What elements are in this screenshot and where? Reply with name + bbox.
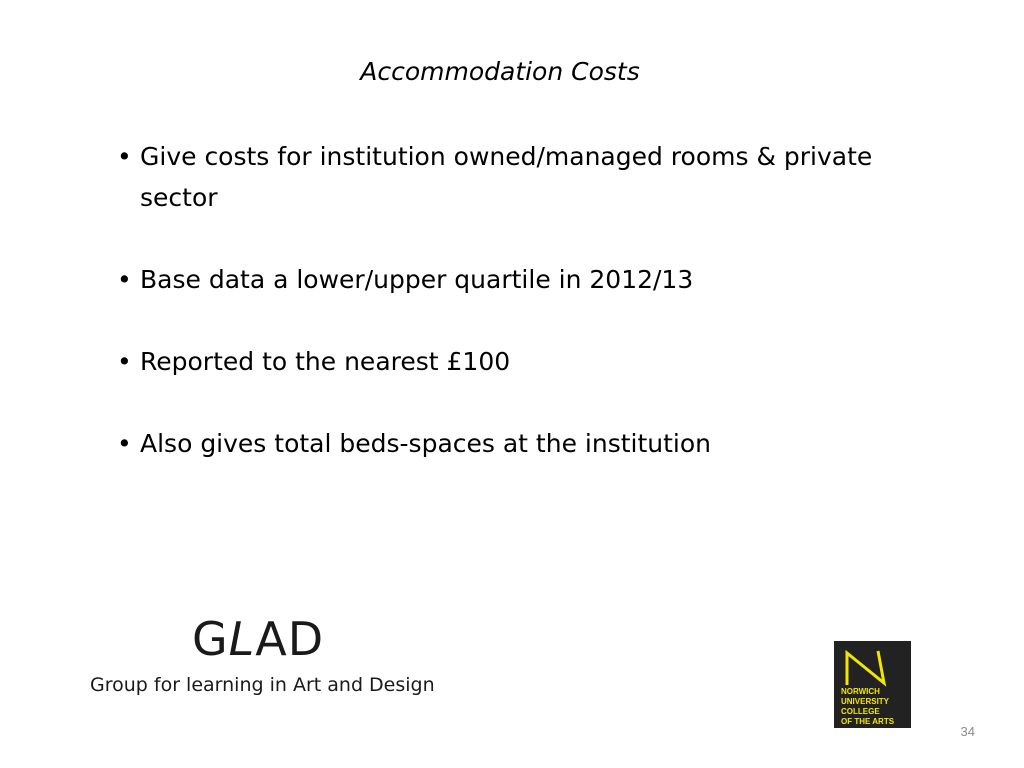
- bullet-text: Base data a lower/upper quartile in 2012/13: [140, 265, 694, 294]
- bullet-marker: •: [117, 347, 132, 376]
- bullet-marker: •: [117, 142, 132, 171]
- nuca-line: UNIVERSITY: [841, 697, 890, 706]
- bullet-marker: •: [117, 429, 132, 458]
- page-number: 34: [960, 724, 975, 739]
- glad-tagline: Group for learning in Art and Design: [90, 674, 435, 696]
- nuca-line: COLLEGE: [841, 707, 880, 716]
- bullet-marker: •: [117, 265, 132, 294]
- slide-title: Accommodation Costs: [360, 57, 640, 86]
- glad-wordmark: [192, 612, 324, 666]
- glad-logo: [90, 612, 450, 702]
- glad-letter-g: G: [192, 612, 229, 666]
- bullet-item: [117, 259, 897, 300]
- bullet-item: [117, 136, 897, 218]
- nuca-line: OF THE ARTS: [841, 717, 895, 726]
- bullet-list: [117, 136, 897, 505]
- bullet-item: [117, 423, 897, 464]
- bullet-text: Also gives total beds-spaces at the institution: [140, 429, 712, 458]
- bullet-text: Give costs for institution owned/managed rooms & private sector: [140, 142, 873, 212]
- bullet-item: [117, 341, 897, 382]
- bullet-text: Reported to the nearest £100: [140, 347, 511, 376]
- glad-letters-ad: AD: [255, 612, 325, 666]
- glad-letter-l: L: [228, 612, 256, 666]
- nuca-n-icon: [844, 649, 896, 689]
- nuca-line: NORWICH: [841, 687, 880, 696]
- nuca-logo: [834, 641, 911, 728]
- nuca-logo-text: [841, 687, 911, 727]
